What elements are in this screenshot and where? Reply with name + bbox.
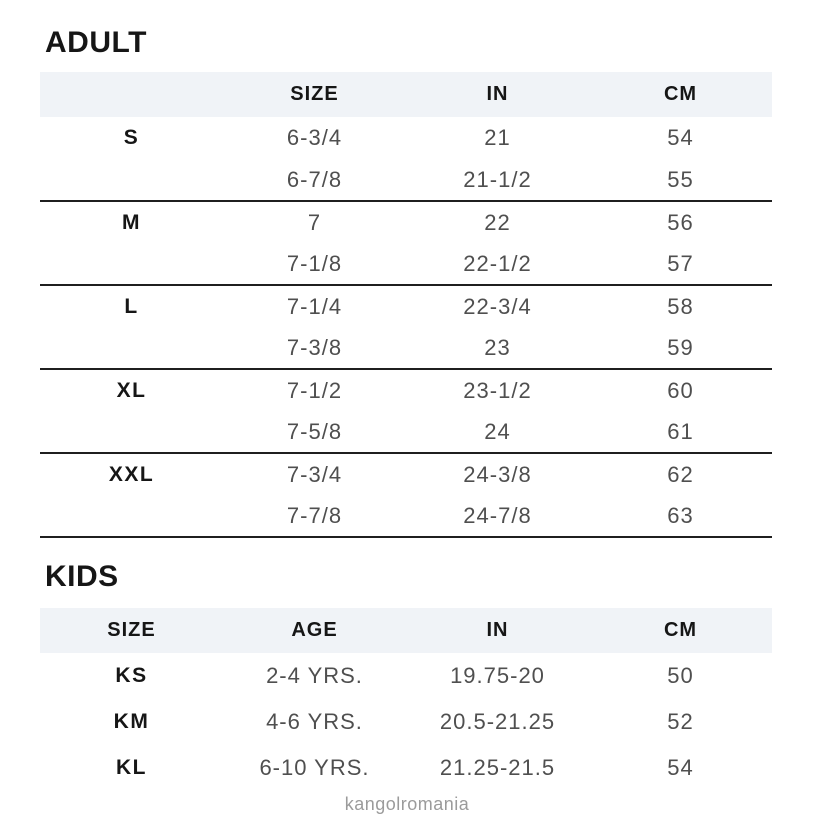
value-cell: 52 (667, 709, 694, 734)
value-cell: 7 (307, 209, 322, 235)
adult-section-title: ADULT (45, 26, 147, 59)
row-label-cell: XL (116, 378, 147, 402)
table-row (40, 495, 772, 537)
adult-table-body (40, 117, 772, 537)
value-cell: 63 (589, 495, 772, 537)
adult-table-header (40, 72, 772, 117)
kids-table-header (40, 608, 772, 653)
value-cell: 20.5-21.25 (439, 709, 556, 734)
value-cell: 7-3/8 (223, 327, 406, 369)
value-cell: 19.75-20 (450, 663, 545, 688)
table-row (40, 745, 772, 791)
table-row (40, 453, 772, 495)
value-cell: 61 (589, 411, 772, 453)
column-header: SIZE (40, 608, 223, 653)
value-cell: 56 (667, 209, 694, 235)
value-cell: 6-10 YRS. (259, 755, 370, 780)
value-cell: 59 (589, 327, 772, 369)
row-label-cell: L (124, 294, 139, 318)
value-cell: 58 (667, 293, 694, 319)
table-row (40, 653, 772, 699)
table-row (40, 327, 772, 369)
column-header: AGE (223, 608, 406, 653)
value-cell: 54 (667, 125, 694, 150)
table-row (40, 201, 772, 243)
column-header: CM (589, 608, 772, 653)
row-label-cell (40, 327, 223, 369)
kids-section-title: KIDS (45, 560, 119, 593)
table-row (40, 699, 772, 745)
value-cell: 22 (484, 209, 511, 235)
table-row (40, 117, 772, 159)
table-row (40, 243, 772, 285)
value-cell: 7-1/4 (286, 293, 343, 319)
value-cell: 54 (667, 755, 694, 780)
row-label-cell (40, 495, 223, 537)
row-label-cell: KS (115, 664, 148, 687)
value-cell: 21.25-21.5 (439, 755, 556, 780)
value-cell: 21-1/2 (406, 159, 589, 201)
kids-size-table (40, 608, 772, 791)
value-cell: 7-7/8 (223, 495, 406, 537)
value-cell: 22-3/4 (463, 293, 532, 319)
kids-table-body (40, 653, 772, 791)
adult-size-table (40, 72, 772, 538)
value-cell: 7-3/4 (286, 461, 343, 487)
row-label-cell: M (122, 210, 141, 234)
row-label-cell: KL (116, 756, 147, 779)
value-cell: 24 (406, 411, 589, 453)
value-cell: 7-1/8 (223, 243, 406, 285)
value-cell: 24-7/8 (406, 495, 589, 537)
value-cell: 6-7/8 (223, 159, 406, 201)
row-label-cell: XXL (108, 462, 155, 486)
value-cell: 21 (484, 125, 511, 150)
value-cell: 2-4 YRS. (266, 663, 363, 688)
column-header: IN (406, 608, 589, 653)
table-row (40, 159, 772, 201)
table-row (40, 411, 772, 453)
value-cell: 60 (667, 377, 694, 403)
value-cell: 24-3/8 (463, 461, 532, 487)
value-cell: 55 (589, 159, 772, 201)
column-header: CM (589, 72, 772, 117)
value-cell: 7-5/8 (223, 411, 406, 453)
column-header: SIZE (223, 72, 406, 117)
watermark-text: kangolromania (344, 794, 470, 814)
column-header: IN (406, 72, 589, 117)
value-cell: 4-6 YRS. (266, 709, 363, 734)
value-cell: 23-1/2 (463, 377, 532, 403)
value-cell: 23 (406, 327, 589, 369)
value-cell: 6-3/4 (286, 125, 343, 150)
column-header (40, 72, 223, 117)
row-label-cell (40, 411, 223, 453)
row-label-cell: S (123, 126, 140, 149)
table-row (40, 369, 772, 411)
value-cell: 62 (667, 461, 694, 487)
value-cell: 22-1/2 (406, 243, 589, 285)
table-row (40, 285, 772, 327)
row-label-cell: KM (113, 710, 150, 733)
row-label-cell (40, 243, 223, 285)
row-label-cell (40, 159, 223, 201)
value-cell: 50 (667, 663, 694, 688)
value-cell: 7-1/2 (286, 377, 343, 403)
value-cell: 57 (589, 243, 772, 285)
